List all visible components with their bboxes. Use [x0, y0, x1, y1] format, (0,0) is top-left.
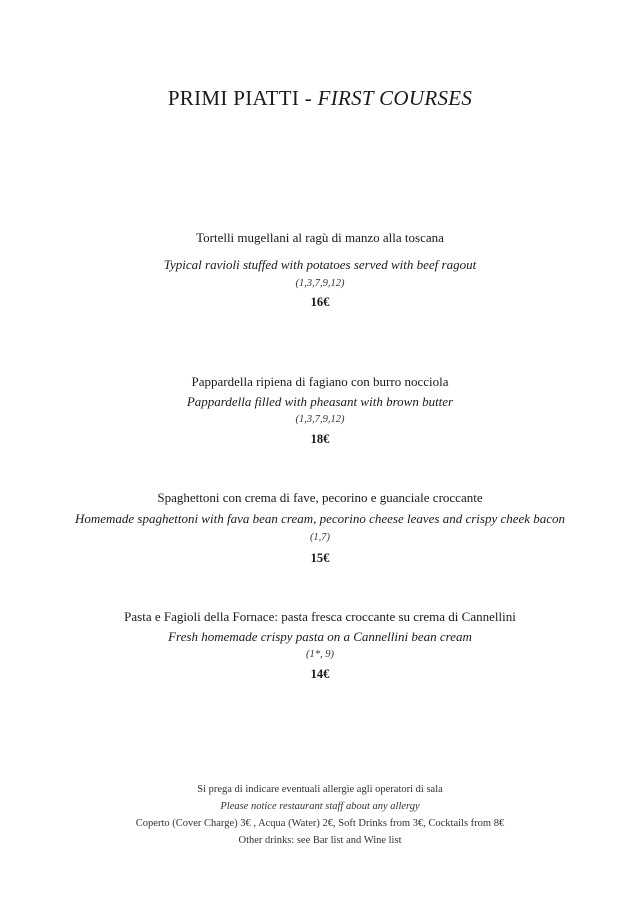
dish-name-italian: Pappardella ripiena di fagiano con burro nocciola	[191, 374, 449, 389]
menu-title-italian: PRIMI PIATTI -	[167, 86, 318, 110]
dish-name-english: Fresh homemade crispy pasta on a Cannellini bean cream	[168, 629, 472, 644]
dish-allergens: (1,3,7,9,12)	[295, 278, 345, 289]
dish-price: 18€	[310, 432, 330, 446]
dish-name-english: Pappardella filled with pheasant with brown butter	[186, 394, 454, 409]
allergy-notice-italian: Si prega di indicare eventuali allergie agli operatori di sala	[197, 784, 443, 795]
dish-price: 16€	[310, 295, 330, 309]
other-drinks-line: Other drinks: see Bar list and Wine list	[238, 835, 402, 846]
dish-allergens: (1*, 9)	[306, 649, 334, 660]
menu-title	[0, 86, 640, 111]
dish-allergens: (1,7)	[309, 532, 331, 543]
dish-price: 15€	[310, 551, 330, 565]
allergy-notice-english: Please notice restaurant staff about any allergy	[220, 801, 420, 812]
dish-name-english: Homemade spaghettoni with fava bean cream, pecorino cheese leaves and crispy cheek bacon	[74, 511, 566, 526]
charges-line: Coperto (Cover Charge) 3€ , Acqua (Water) 2€, Soft Drinks from 3€, Cocktails from 8€	[135, 818, 505, 829]
menu-title-english: FIRST COURSES	[317, 86, 473, 110]
dish-name-italian: Spaghettoni con crema di fave, pecorino e guanciale croccante	[157, 490, 483, 505]
dish-name-italian: Pasta e Fagioli della Fornace: pasta fresca croccante su crema di Cannellini	[124, 609, 516, 624]
dish-name-italian: Tortelli mugellani al ragù di manzo alla toscana	[196, 230, 444, 245]
dish-allergens: (1,3,7,9,12)	[295, 414, 345, 425]
dish-name-english: Typical ravioli stuffed with potatoes served with beef ragout	[163, 257, 477, 272]
dish-price: 14€	[310, 667, 330, 681]
